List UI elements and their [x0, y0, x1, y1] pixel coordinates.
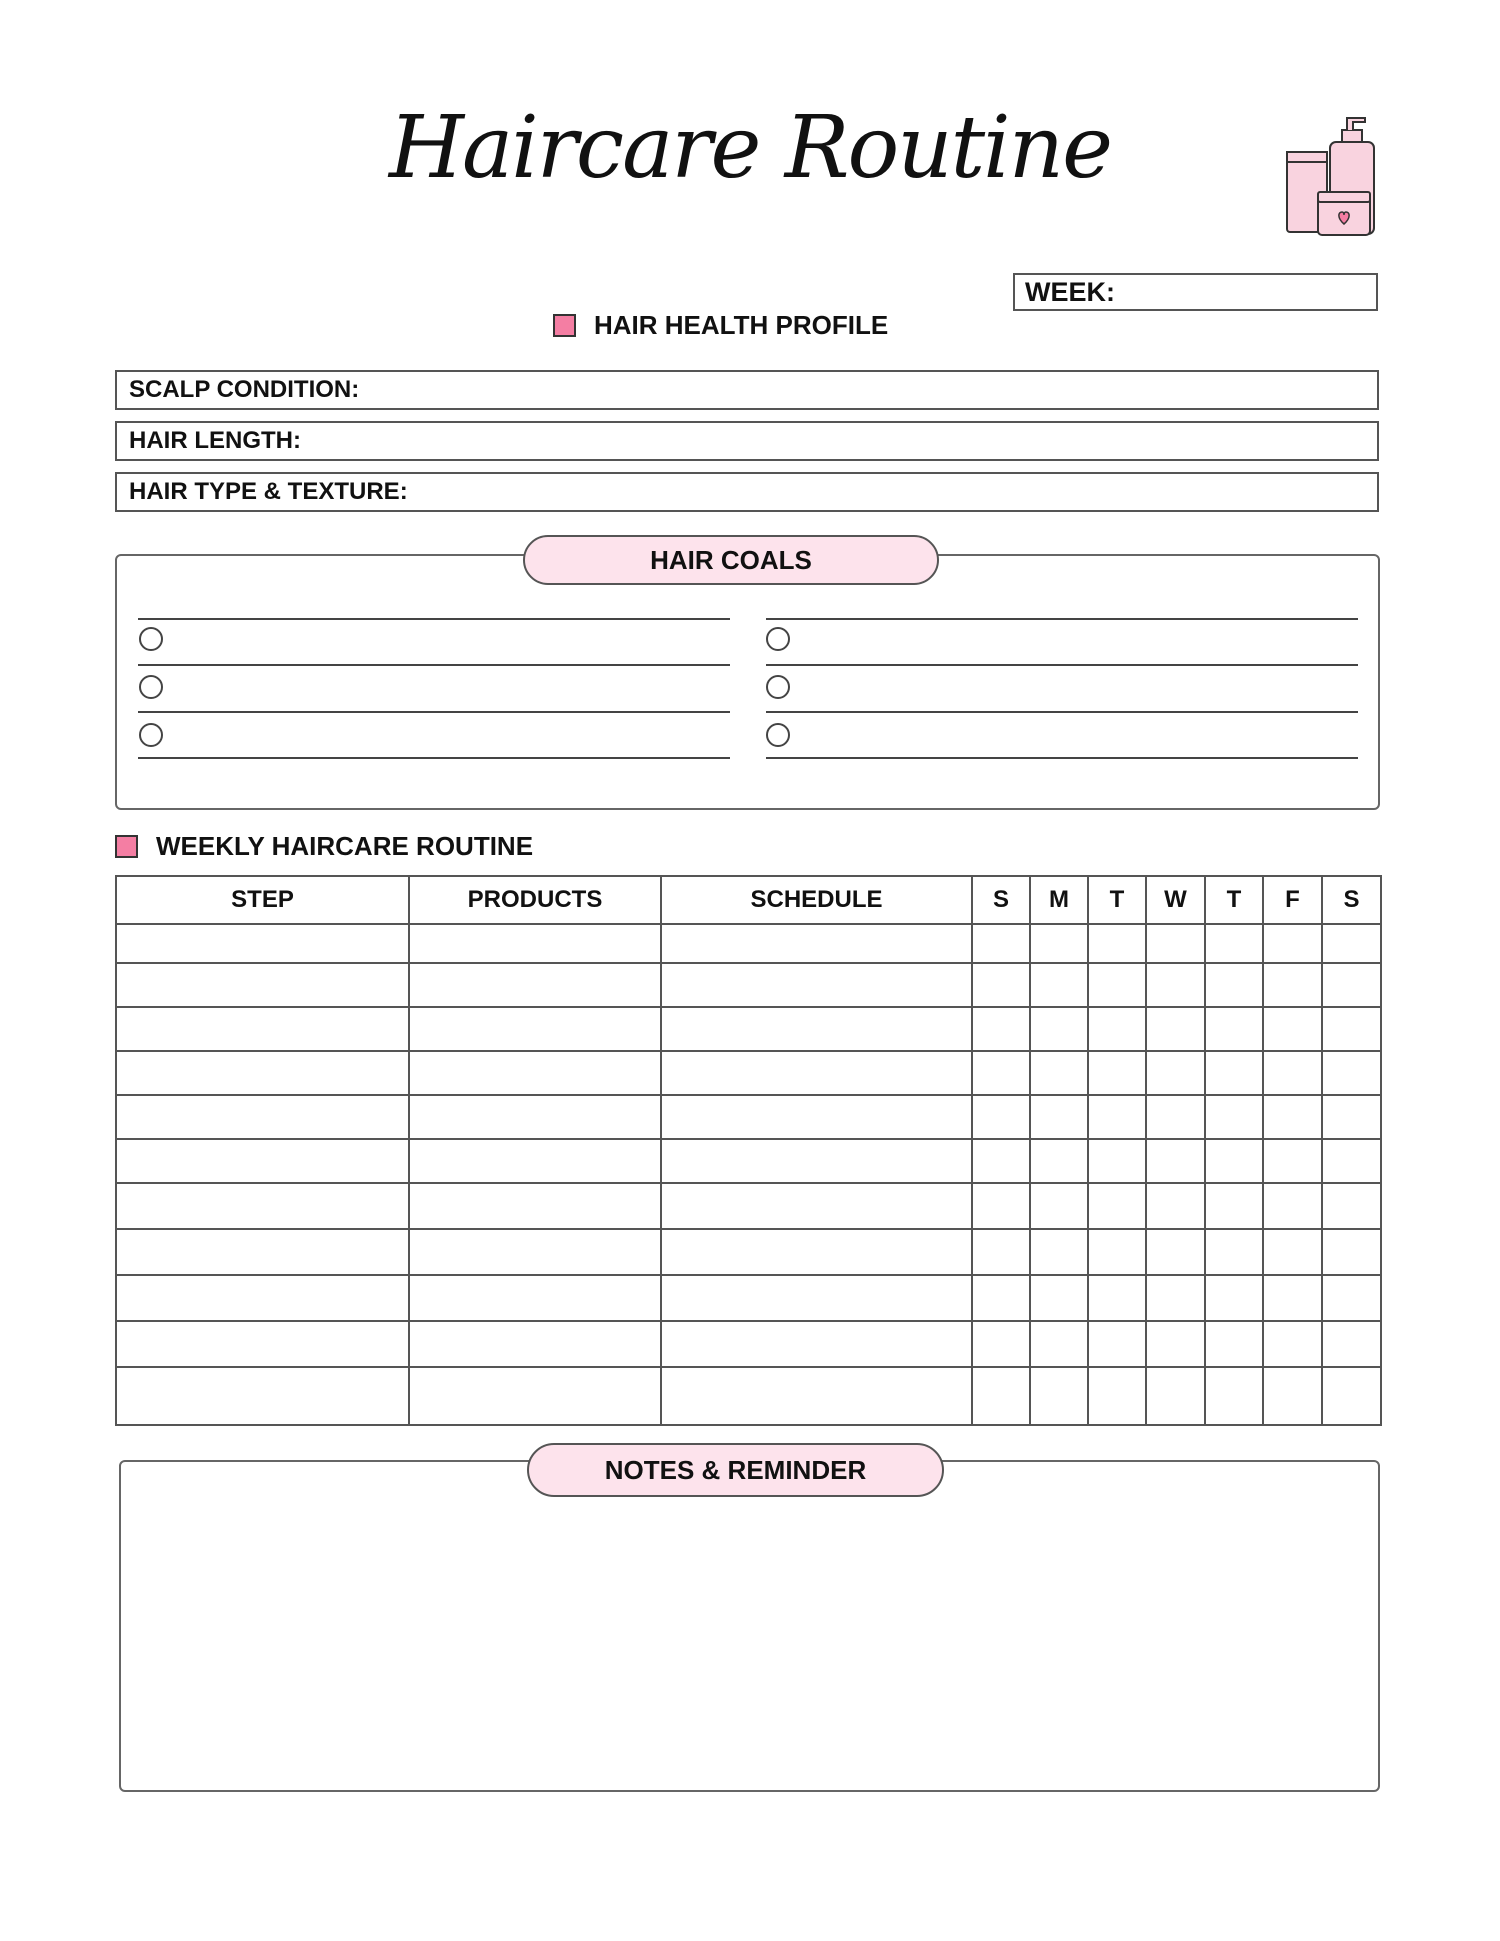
table-row	[116, 1095, 1381, 1139]
page-title: Haircare Routine	[389, 98, 1111, 198]
column-header-monday: M	[1030, 876, 1088, 924]
table-cell[interactable]	[116, 1367, 409, 1425]
table-cell[interactable]	[1146, 1229, 1205, 1275]
table-cell[interactable]	[409, 1007, 661, 1051]
table-row	[116, 1183, 1381, 1229]
table-cell[interactable]	[972, 1095, 1030, 1139]
table-cell[interactable]	[116, 1321, 409, 1367]
table-cell[interactable]	[1088, 1139, 1146, 1183]
table-cell[interactable]	[1322, 963, 1381, 1007]
table-cell[interactable]	[1263, 1367, 1322, 1425]
table-cell[interactable]	[1146, 924, 1205, 963]
table-cell[interactable]	[1322, 1275, 1381, 1321]
table-row	[116, 1051, 1381, 1095]
table-cell[interactable]	[116, 1051, 409, 1095]
table-cell[interactable]	[1088, 1051, 1146, 1095]
table-cell[interactable]	[1263, 1275, 1322, 1321]
table-cell[interactable]	[972, 924, 1030, 963]
goal-line	[138, 757, 730, 759]
table-cell[interactable]	[1205, 924, 1263, 963]
table-cell[interactable]	[661, 1367, 972, 1425]
table-cell[interactable]	[1263, 1051, 1322, 1095]
table-cell[interactable]	[409, 1321, 661, 1367]
table-cell[interactable]	[1030, 1139, 1088, 1183]
table-cell[interactable]	[116, 1095, 409, 1139]
table-cell[interactable]	[1030, 1007, 1088, 1051]
routine-table-body	[116, 924, 1381, 1425]
table-row	[116, 1321, 1381, 1367]
table-cell[interactable]	[1263, 1139, 1322, 1183]
hair-type-texture-field[interactable]: HAIR TYPE & TEXTURE:	[115, 472, 1379, 512]
goal-line	[766, 618, 1358, 620]
table-cell[interactable]	[1263, 1095, 1322, 1139]
table-cell[interactable]	[116, 1229, 409, 1275]
table-cell[interactable]	[1263, 1321, 1322, 1367]
column-header-friday: F	[1263, 876, 1322, 924]
week-field[interactable]: WEEK:	[1013, 273, 1378, 311]
table-cell[interactable]	[1088, 1229, 1146, 1275]
hair-health-profile-heading	[553, 310, 888, 340]
table-cell[interactable]	[1030, 1051, 1088, 1095]
table-cell[interactable]	[972, 1051, 1030, 1095]
table-cell[interactable]	[1205, 1007, 1263, 1051]
table-cell[interactable]	[972, 1139, 1030, 1183]
table-cell[interactable]	[1088, 924, 1146, 963]
goal-line	[766, 757, 1358, 759]
table-cell[interactable]	[409, 924, 661, 963]
table-cell[interactable]	[1322, 1007, 1381, 1051]
column-header-sunday: S	[972, 876, 1030, 924]
table-cell[interactable]	[409, 1095, 661, 1139]
table-cell[interactable]	[1205, 1367, 1263, 1425]
table-cell[interactable]	[1205, 1139, 1263, 1183]
table-cell[interactable]	[661, 1275, 972, 1321]
table-cell[interactable]	[1322, 1321, 1381, 1367]
goal-checkbox[interactable]	[139, 723, 163, 747]
table-cell[interactable]	[972, 1229, 1030, 1275]
table-cell[interactable]	[1088, 1095, 1146, 1139]
table-cell[interactable]	[1322, 1229, 1381, 1275]
table-cell[interactable]	[661, 1007, 972, 1051]
table-cell[interactable]	[972, 1275, 1030, 1321]
table-row	[116, 1229, 1381, 1275]
table-row	[116, 1139, 1381, 1183]
table-cell[interactable]	[409, 1275, 661, 1321]
column-header-saturday: S	[1322, 876, 1381, 924]
hair-goals-heading: HAIR COALS	[523, 535, 939, 585]
skincare-products-icon	[1285, 112, 1385, 242]
table-cell[interactable]	[116, 963, 409, 1007]
table-cell[interactable]	[661, 1229, 972, 1275]
column-header-schedule: SCHEDULE	[661, 876, 972, 924]
goal-checkbox[interactable]	[139, 675, 163, 699]
table-cell[interactable]	[1030, 1183, 1088, 1229]
table-cell[interactable]	[1146, 1183, 1205, 1229]
goal-line	[138, 711, 730, 713]
table-cell[interactable]	[1030, 1321, 1088, 1367]
table-cell[interactable]	[1088, 1007, 1146, 1051]
notes-heading: NOTES & REMINDER	[527, 1443, 944, 1497]
goal-line	[766, 664, 1358, 666]
table-cell[interactable]	[1030, 963, 1088, 1007]
goal-checkbox[interactable]	[766, 723, 790, 747]
table-cell[interactable]	[409, 1139, 661, 1183]
table-cell[interactable]	[1322, 1139, 1381, 1183]
table-cell[interactable]	[1263, 963, 1322, 1007]
table-cell[interactable]	[116, 1139, 409, 1183]
table-cell[interactable]	[1322, 1367, 1381, 1425]
table-cell[interactable]	[116, 1007, 409, 1051]
table-cell[interactable]	[1030, 1367, 1088, 1425]
table-cell[interactable]	[1146, 1051, 1205, 1095]
table-header-row	[116, 876, 1381, 924]
table-cell[interactable]	[1146, 1321, 1205, 1367]
notes-panel[interactable]	[119, 1460, 1380, 1792]
table-cell[interactable]	[409, 963, 661, 1007]
table-cell[interactable]	[972, 1367, 1030, 1425]
table-cell[interactable]	[1146, 1007, 1205, 1051]
table-cell[interactable]	[661, 1139, 972, 1183]
table-cell[interactable]	[1322, 1183, 1381, 1229]
table-cell[interactable]	[1205, 1275, 1263, 1321]
table-cell[interactable]	[972, 963, 1030, 1007]
table-cell[interactable]	[972, 1183, 1030, 1229]
goal-checkbox[interactable]	[139, 627, 163, 651]
table-cell[interactable]	[661, 1051, 972, 1095]
table-cell[interactable]	[116, 1275, 409, 1321]
table-cell[interactable]	[1205, 1183, 1263, 1229]
goal-checkbox[interactable]	[766, 627, 790, 651]
table-cell[interactable]	[1205, 1051, 1263, 1095]
table-cell[interactable]	[116, 1183, 409, 1229]
table-cell[interactable]	[1088, 1367, 1146, 1425]
table-cell[interactable]	[1146, 1095, 1205, 1139]
table-cell[interactable]	[1088, 1321, 1146, 1367]
table-cell[interactable]	[1263, 1007, 1322, 1051]
table-cell[interactable]	[409, 1229, 661, 1275]
table-cell[interactable]	[1030, 1229, 1088, 1275]
table-cell[interactable]	[1088, 963, 1146, 1007]
goal-line	[138, 618, 730, 620]
table-cell[interactable]	[1146, 1139, 1205, 1183]
table-cell[interactable]	[1146, 963, 1205, 1007]
column-header-tuesday: T	[1088, 876, 1146, 924]
table-cell[interactable]	[1146, 1275, 1205, 1321]
column-header-thursday: T	[1205, 876, 1263, 924]
table-cell[interactable]	[1322, 1095, 1381, 1139]
table-cell[interactable]	[1205, 1095, 1263, 1139]
table-row	[116, 1007, 1381, 1051]
section-marker-icon	[115, 835, 138, 858]
weekly-routine-table	[115, 875, 1382, 1426]
table-cell[interactable]	[1146, 1367, 1205, 1425]
scalp-condition-field[interactable]: SCALP CONDITION:	[115, 370, 1379, 410]
table-cell[interactable]	[409, 1367, 661, 1425]
hair-goals-panel	[115, 554, 1380, 810]
table-row	[116, 1275, 1381, 1321]
column-header-step: STEP	[116, 876, 409, 924]
table-cell[interactable]	[661, 1183, 972, 1229]
column-header-wednesday: W	[1146, 876, 1205, 924]
table-row	[116, 963, 1381, 1007]
table-cell[interactable]	[1088, 1275, 1146, 1321]
table-cell[interactable]	[409, 1051, 661, 1095]
table-cell[interactable]	[1205, 1229, 1263, 1275]
table-row	[116, 924, 1381, 963]
table-cell[interactable]	[661, 1321, 972, 1367]
weekly-routine-heading	[115, 831, 533, 861]
table-row	[116, 1367, 1381, 1425]
goal-line	[766, 711, 1358, 713]
hair-health-profile-label: HAIR HEALTH PROFILE	[594, 310, 889, 340]
table-cell[interactable]	[1263, 1229, 1322, 1275]
goal-line	[138, 664, 730, 666]
table-cell[interactable]	[972, 1007, 1030, 1051]
table-cell[interactable]	[661, 924, 972, 963]
table-cell[interactable]	[1263, 924, 1322, 963]
table-cell[interactable]	[1263, 1183, 1322, 1229]
table-cell[interactable]	[1030, 1275, 1088, 1321]
table-cell[interactable]	[1322, 1051, 1381, 1095]
table-cell[interactable]	[661, 1095, 972, 1139]
table-cell[interactable]	[661, 963, 972, 1007]
table-cell[interactable]	[1205, 1321, 1263, 1367]
table-cell[interactable]	[1205, 963, 1263, 1007]
table-cell[interactable]	[1030, 1095, 1088, 1139]
section-marker-icon	[553, 314, 576, 337]
table-cell[interactable]	[972, 1321, 1030, 1367]
hair-length-field[interactable]: HAIR LENGTH:	[115, 421, 1379, 461]
column-header-products: PRODUCTS	[409, 876, 661, 924]
table-cell[interactable]	[1088, 1183, 1146, 1229]
weekly-routine-label: WEEKLY HAIRCARE ROUTINE	[156, 831, 534, 861]
table-cell[interactable]	[409, 1183, 661, 1229]
goal-checkbox[interactable]	[766, 675, 790, 699]
table-cell[interactable]	[1030, 924, 1088, 963]
table-cell[interactable]	[116, 924, 409, 963]
table-cell[interactable]	[1322, 924, 1381, 963]
